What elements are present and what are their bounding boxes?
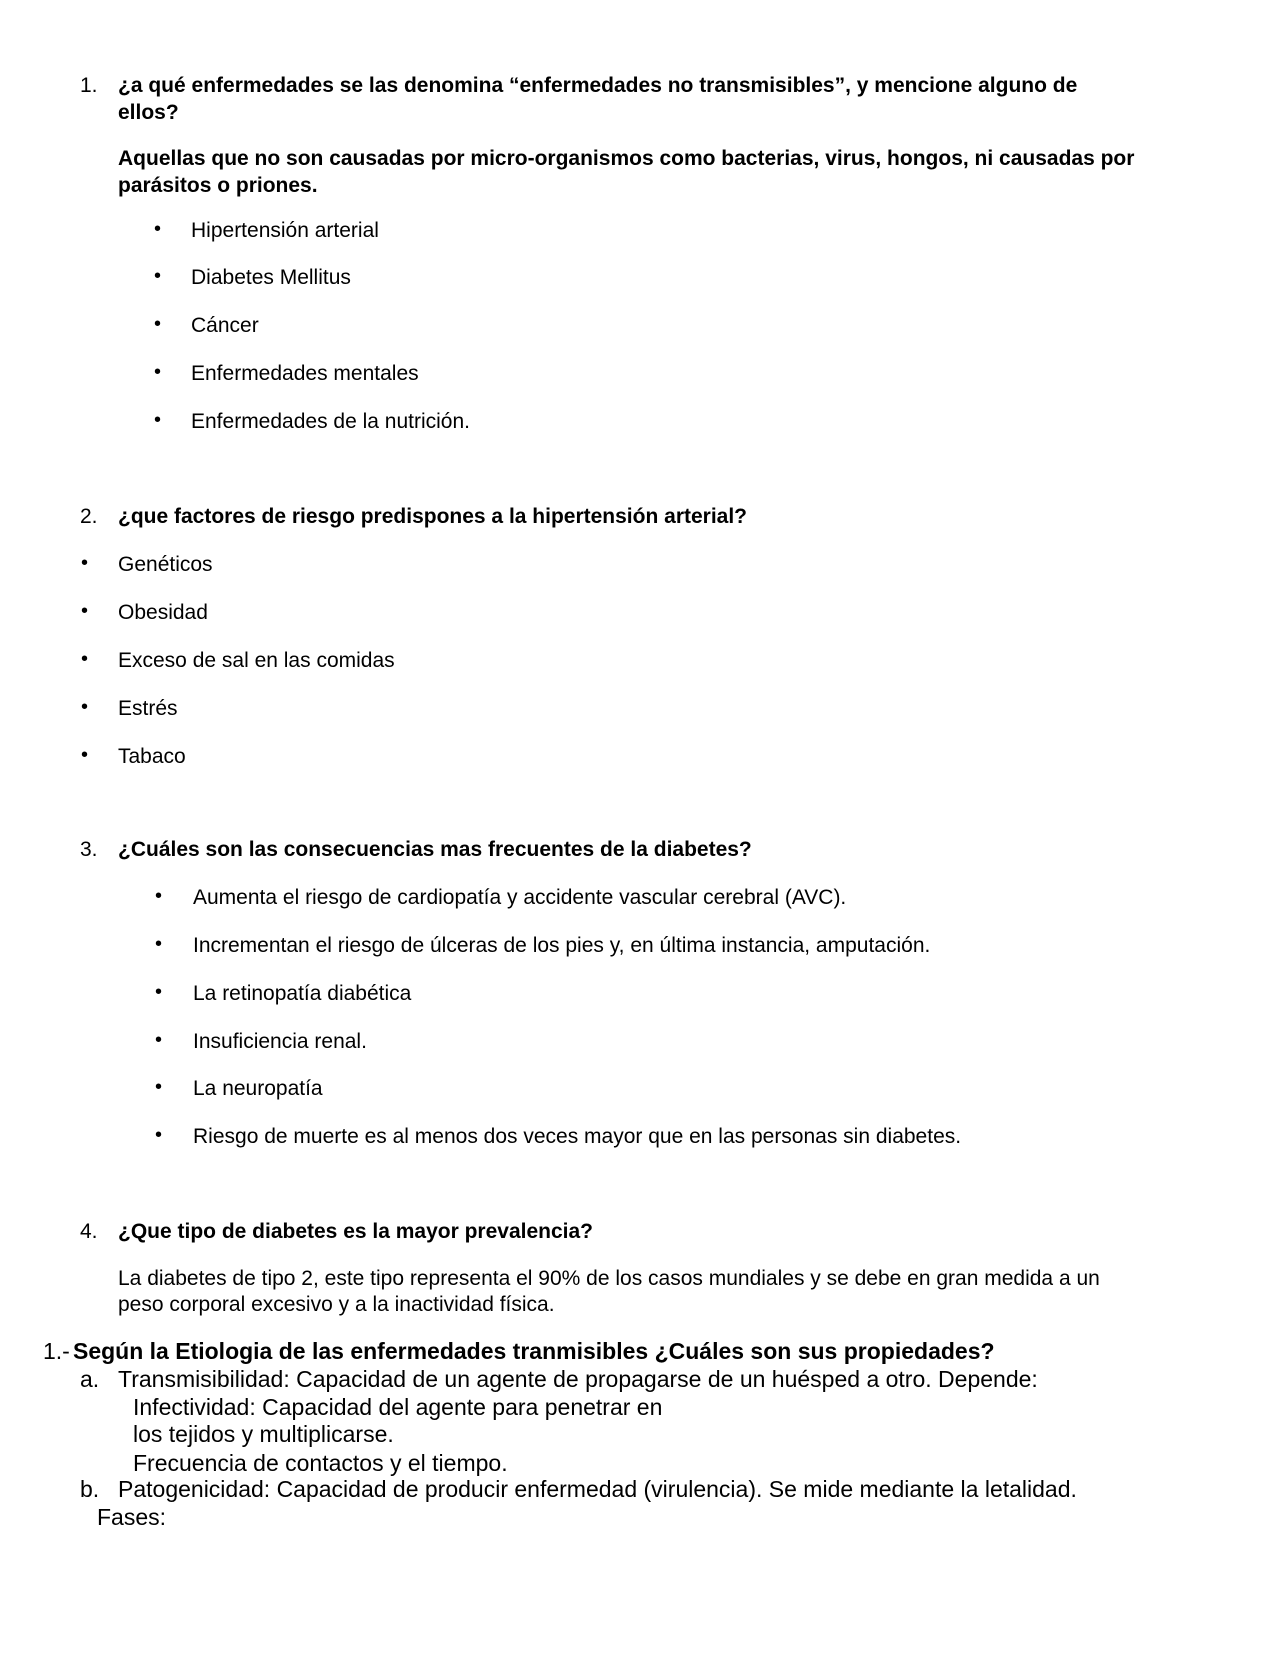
q3-item: Aumenta el riesgo de cardiopatía y accidente vascular cerebral (AVC). (193, 886, 847, 909)
q4-answer-line2: peso corporal excesivo y a la inactividad física. (118, 1293, 555, 1316)
q3-question: ¿Cuáles son las consecuencias mas frecuentes de la diabetes? (118, 838, 752, 861)
q1-question-line2: ellos? (118, 101, 179, 124)
section2-number: 1.- (43, 1338, 70, 1364)
q2-item: Exceso de sal en las comidas (118, 649, 395, 672)
section2-title: Según la Etiologia de las enfermedades tranmisibles ¿Cuáles son sus propiedades? (73, 1338, 995, 1364)
section2-a-text: Transmisibilidad: Capacidad de un agente de propagarse de un huésped a otro. Depende: (118, 1366, 1038, 1392)
q1-number: 1. (80, 74, 98, 97)
bullet-icon: • (81, 600, 89, 622)
bullet-icon: • (154, 313, 162, 335)
bullet-icon: • (154, 218, 162, 240)
q1-item: Enfermedades de la nutrición. (191, 410, 470, 433)
bullet-icon: • (154, 409, 162, 431)
q3-item: La neuropatía (193, 1077, 323, 1100)
q2-item: Obesidad (118, 601, 208, 624)
q4-number: 4. (80, 1220, 98, 1243)
section2-a-sub3: Frecuencia de contactos y el tiempo. (133, 1450, 508, 1476)
bullet-icon: • (81, 648, 89, 670)
bullet-icon: • (155, 1124, 163, 1146)
q4-answer-line1: La diabetes de tipo 2, este tipo representa el 90% de los casos mundiales y se debe en gran medida a un (118, 1267, 1100, 1290)
section2-b-marker: b. (80, 1476, 100, 1502)
bullet-icon: • (154, 265, 162, 287)
q1-item: Cáncer (191, 314, 259, 337)
bullet-icon: • (81, 552, 89, 574)
section2-b-text: Patogenicidad: Capacidad de producir enfermedad (virulencia). Se mide mediante la letalidad. (118, 1476, 1077, 1502)
q1-answer-line1: Aquellas que no son causadas por micro-organismos como bacterias, virus, hongos, ni causadas por (118, 147, 1135, 170)
q3-item: La retinopatía diabética (193, 982, 412, 1005)
q1-answer-line2: parásitos o priones. (118, 174, 318, 197)
bullet-icon: • (81, 744, 89, 766)
bullet-icon: • (155, 1029, 163, 1051)
q3-number: 3. (80, 838, 98, 861)
section2-a-sub2: los tejidos y multiplicarse. (133, 1421, 394, 1447)
bullet-icon: • (155, 933, 163, 955)
q2-item: Genéticos (118, 553, 213, 576)
bullet-icon: • (155, 885, 163, 907)
bullet-icon: • (155, 1076, 163, 1098)
q3-item: Insuficiencia renal. (193, 1030, 367, 1053)
section2-fases: Fases: (97, 1504, 167, 1530)
q1-item: Hipertensión arterial (191, 219, 379, 242)
bullet-icon: • (81, 696, 89, 718)
section2-a-sub1: Infectividad: Capacidad del agente para penetrar en (133, 1394, 663, 1420)
q2-number: 2. (80, 505, 98, 528)
q4-question: ¿Que tipo de diabetes es la mayor prevalencia? (118, 1220, 594, 1243)
q2-item: Tabaco (118, 745, 186, 768)
q1-item: Enfermedades mentales (191, 362, 419, 385)
q1-question-line1: ¿a qué enfermedades se las denomina “enfermedades no transmisibles”, y mencione alguno de (118, 74, 1078, 97)
bullet-icon: • (154, 361, 162, 383)
section2-a-marker: a. (80, 1366, 100, 1392)
q3-item: Incrementan el riesgo de úlceras de los pies y, en última instancia, amputación. (193, 934, 931, 957)
q3-item: Riesgo de muerte es al menos dos veces mayor que en las personas sin diabetes. (193, 1125, 962, 1148)
q2-question: ¿que factores de riesgo predispones a la hipertensión arterial? (118, 505, 748, 528)
q1-item: Diabetes Mellitus (191, 266, 351, 289)
bullet-icon: • (155, 981, 163, 1003)
q2-item: Estrés (118, 697, 178, 720)
